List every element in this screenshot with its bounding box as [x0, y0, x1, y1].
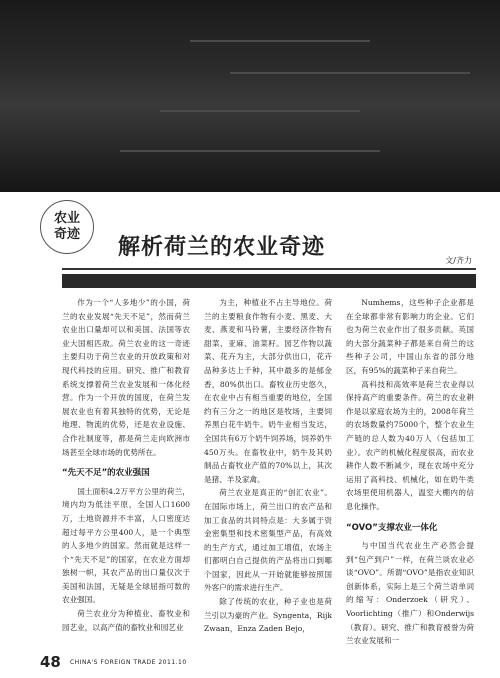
column-2: [204, 296, 332, 648]
paragraph: 与中国当代农业生产必然会提到“包产到户”一样，在荷兰谈农业必谈“OVO”。所谓“OVO”是指农业知识创新体系，实际上是三个荷兰语单词的缩写：Onderzoek（研究）、Voorlichting（推广）和Onderwijs（教育）。研究、推广和教育被誉为荷兰农业发展和一: [346, 541, 474, 646]
paragraph: 除了传统的农业，种子业也是荷兰引以为豪的产业。Syngenta，Rijk Zwaan，Enza Zaden Bejo，: [204, 597, 332, 634]
section-heading: “先天不足”的农业强国: [62, 468, 150, 479]
magazine-name: CHINA'S FOREIGN TRADE 2011.10: [69, 659, 187, 666]
paragraph: 高科技和高效率是荷兰农业得以保持高产的重要条件。荷兰的农业耕作是以家庭农场为主的，2008年荷兰的农场数量约75000个，整个农业生产链的总人数为40万人（包括加工业）。农产的机械化程度很高，而农业耕作人数不断减少，现在农场中充分运用了高科技、机械化，如在奶牛类农场里使用机器人，温室大棚内的信息化操作。: [346, 379, 474, 511]
section-badge-text: 农业 奇迹: [53, 211, 80, 242]
section-badge: [40, 200, 94, 254]
page-footer: [40, 652, 187, 671]
paragraph: 荷兰农业分为种植业、畜牧业和园艺业，以高产值的畜牧业和园艺业: [62, 609, 190, 632]
title-rule: [62, 268, 476, 270]
article-body: [62, 296, 476, 648]
paragraph: 荷兰农业是真正的“创汇农业”。在国际市场上，荷兰出口的农产品和加工食品的共同特点是：大多属于资金密集型和技术密集型产品，有高效的生产方式，通过加工增值，农场主们都明白自己提供的产品将出口到哪个国家，因此从一开始就能够按照国外客户的需求进行生产。: [204, 488, 332, 593]
paragraph: Numhems，这些种子企业都是在全球都非常有影响力的企业。它们也为荷兰农业作出了很多贡献。英国的大部分蔬菜种子都是来自荷兰的这些种子公司，中国山东省的部分地区，有95%的蔬菜种子来自荷兰。: [346, 298, 474, 375]
paragraph: 国土面积4.2万平方公里的荷兰，境内均为低洼平原，全国人口1600万，土地资源并不丰富，人口密度达超过每平方公里400人，是一个典型的人多地少的国家。然而就是这样一个“先天不足”的国家，在农业方面却独树一帜，其农产品的出口量仅次于美国和法国，无疑是全球屈指可数的农业强国。: [62, 486, 190, 605]
header-bar: [62, 274, 476, 288]
column-3: [346, 296, 474, 648]
page-number: 48: [40, 653, 61, 671]
paragraph: 为主，种植业不占主导地位。荷兰的主要粮食作物有小麦、黑麦、大麦、燕麦和马铃薯，主要经济作物有甜菜、亚麻、油菜籽。园艺作物以蔬菜、花卉为主，大部分供出口，花卉品种多达上千种，其中最多的是郁金香，80%供出口。畜牧业历史悠久，在农业中占有相当重要的地位，全国约有三分之一的地区是牧场，主要饲养黑白花牛奶牛。奶牛业相当发达，全国共有6万个奶牛饲养场，饲养奶牛450万头。在畜牧业中，奶牛及其奶制品占畜牧业产值的70%以上，其次是猪、羊及家禽。: [204, 298, 332, 484]
paragraph: 作为一个“人多地少”的小国，荷兰的农业发展“先天不足”，然而荷兰农业出口量却可以和美国、法国等农业大国相匹敌。荷兰农业的这一奇迹主要归功于荷兰农业的开放政策和对现代科技的应用。研究、推广和教育系统支撑着荷兰农业发展和一体化经营。作为一个开放的国度，在荷兰发展农业也有着其独特的优势，无论是地理、物流的优势，还是农业设施、合作社制度等，都是荷兰走向欧洲市场甚至全球市场的优势所在。: [62, 298, 190, 457]
author-byline: 文/齐力: [445, 256, 472, 265]
column-1: [62, 296, 190, 648]
hero-photo: [0, 0, 500, 192]
article-title: 解析荷兰的农业奇迹: [118, 235, 326, 260]
section-heading: “OVO”支撑农业一体化: [346, 522, 438, 533]
